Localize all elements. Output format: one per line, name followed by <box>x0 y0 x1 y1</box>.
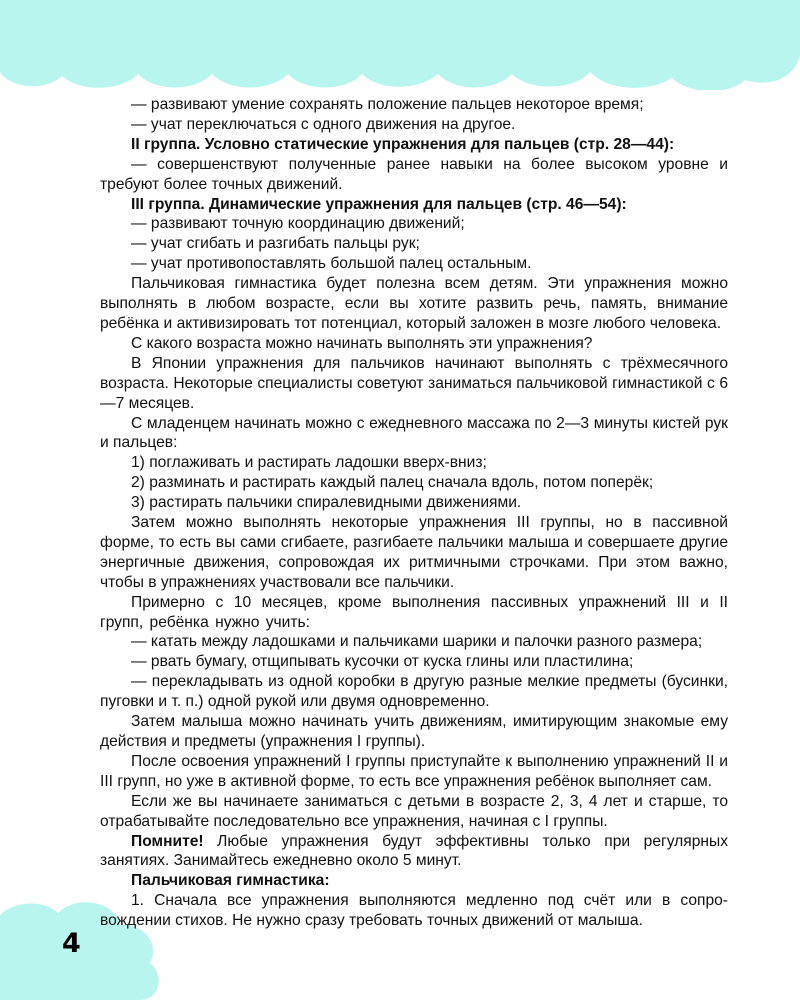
reminder-paragraph <box>100 832 728 872</box>
paragraph: Затем малыша можно начинать учить движениям, имитирующим знакомые ему действия и предметы (упражнения I группы). <box>100 713 728 750</box>
section-heading-gymnastics: Пальчиковая гимнастика: <box>131 872 330 890</box>
cloud-border-top <box>0 0 800 90</box>
text-line: — учат противопоставлять большой палец остальным. <box>131 255 532 273</box>
list-item: — рвать бумагу, отщипывать кусочки от куска глины или пластилина; <box>131 653 634 671</box>
list-item: 3) растирать пальчики спиралевидными движениями. <box>131 494 522 512</box>
text-line: — учат переключаться с одного движения на другое. <box>131 115 516 133</box>
page-number: 4 <box>62 928 81 959</box>
paragraph: После освоения упражнений I группы приступайте к выполнению упражнений II и III групп, но уже в активной форме, то есть все упражнения ребёнок выполняет сам. <box>100 752 728 790</box>
text-line: — развивают точную координацию движений; <box>131 215 465 233</box>
text-line: — совершенствуют полученные ранее навыки на более высоком уровне и требуют более точных движений. <box>100 155 728 193</box>
paragraph: В Японии упражнения для пальчиков начинают выполнять с трёхмесячного возраста. Некоторые специалисты советуют заниматься пальчиковой гимнастикой с 6—7 месяцев. <box>100 354 728 412</box>
list-item: — катать между ладошками и пальчиками шарики и палочки разного размера; <box>131 633 703 651</box>
section-heading-group-3: III группа. Динамические упражнения для пальцев (стр. 46—54): <box>131 195 627 213</box>
list-item: — перекладывать из одной коробки в другую разные мелкие предметы (бусинки, пуговки и т. п.) одной рукой или двумя одновременно. <box>100 673 728 711</box>
paragraph: С младенцем начинать можно с ежедневного массажа по 2—3 минуты кистей рук и пальцев: <box>100 414 728 452</box>
paragraph: Затем можно выполнять некоторые упражнения III группы, но в пассивной форме, то есть вы сами сгибаете, разгибаете пальчики малыша и совершаете другие энергичные движения, сопровождая их ритмичными строчками. При этом важно, чтобы в упражнениях участвовали все пальчики. <box>100 514 728 591</box>
text-line: — учат сгибать и разгибать пальцы рук; <box>131 235 420 253</box>
list-item: 1) поглаживать и растирать ладошки вверх-вниз; <box>131 454 487 472</box>
paragraph: Если же вы начинаете заниматься с детьми в возрасте 2, 3, 4 лет и старше, то отрабатывайте последовательно все упражнения, начиная с I группы. <box>100 792 728 830</box>
paragraph: Пальчиковая гимнастика будет полезна всем детям. Эти упражнения можно выполнять в любом возрасте, если вы хотите развить речь, память, внимание ребёнка и активизировать тот потенциал, который заложен в мозге любого человека. <box>100 275 728 332</box>
reminder-text: Любые упражнения будут эффективны только при регулярных занятиях. Занимайтесь ежедневно около 5 минут. <box>100 832 728 870</box>
text-line: — развивают умение сохранять положение пальцев некоторое время; <box>131 96 644 113</box>
list-item: 2) разминать и растирать каждый палец сначала вдоль, потом поперёк; <box>131 474 654 492</box>
body-text <box>100 95 728 931</box>
reminder-label: Помните! <box>131 832 204 850</box>
paragraph: 1. Сначала все упражнения выполняются медленно под счёт или в сопровождении стихов. Не нужно сразу требовать точных движений от малыша. <box>100 892 728 930</box>
section-heading-group-2: II группа. Условно статические упражнения для пальцев (стр. 28—44): <box>131 135 675 153</box>
paragraph: Примерно с 10 месяцев, кроме выполнения пассивных упражнений III и II групп, ребёнка нужно учить: <box>100 593 728 631</box>
paragraph: С какого возраста можно начинать выполнять эти упражнения? <box>131 334 593 352</box>
